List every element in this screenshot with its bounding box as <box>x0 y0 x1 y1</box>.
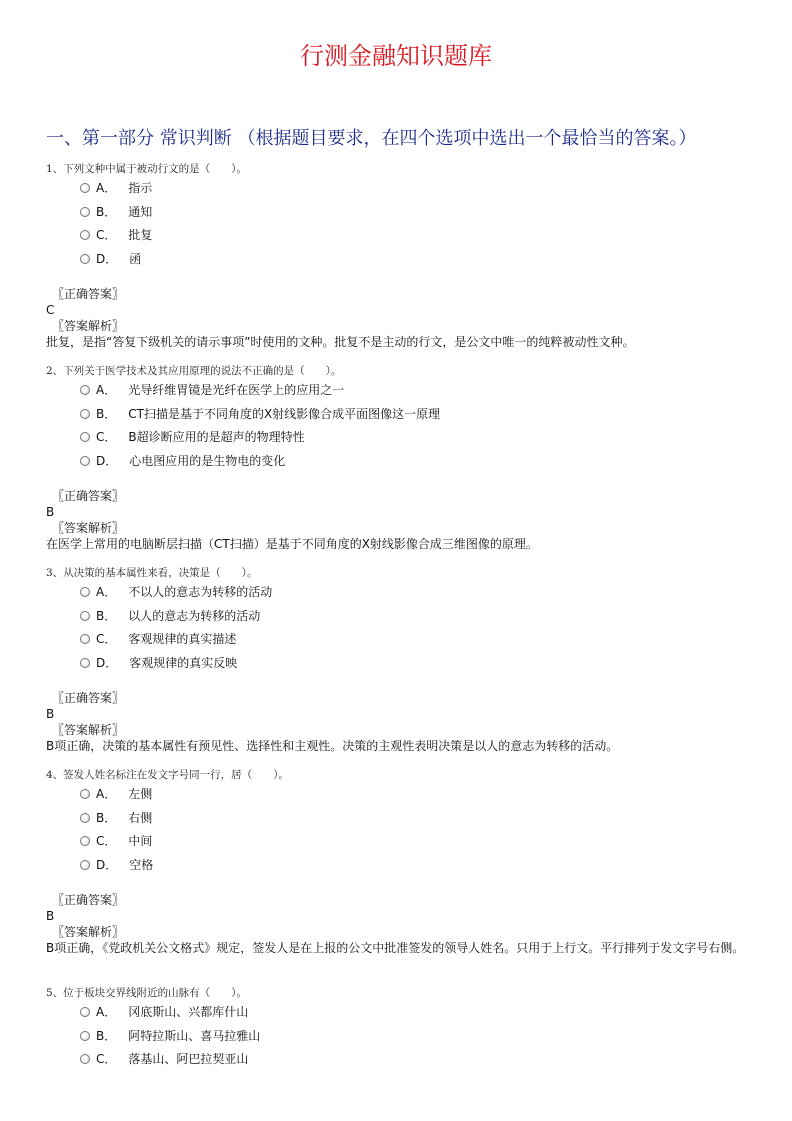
radio-icon[interactable] <box>80 432 90 442</box>
radio-icon[interactable] <box>80 658 90 668</box>
option-d[interactable]: D． 心电图应用的是生物电的变化 <box>46 450 766 474</box>
option-a[interactable]: A． 光导纤维胃镜是光纤在医学上的应用之一 <box>46 379 766 403</box>
correct-answer: B <box>46 909 55 923</box>
correct-answer: B <box>46 707 55 721</box>
radio-icon[interactable] <box>80 183 90 193</box>
question-text: 3、从决策的基本属性来看，决策是（ ）。 <box>46 567 258 579</box>
analysis-text: 在医学上常用的电脑断层扫描（CT扫描）是基于不同角度的X射线影像合成三维图像的原理。 <box>46 537 538 551</box>
analysis-label: 〖答案解析〗 <box>52 723 125 737</box>
radio-icon[interactable] <box>80 230 90 240</box>
option-b[interactable]: B． CT扫描是基于不同角度的X射线影像合成平面图像这一原理 <box>46 403 766 427</box>
analysis-text: 批复，是指“答复下级机关的请示事项”时使用的文种。批复不是主动的行文，是公文中唯一的纯粹被动性文种。 <box>46 335 635 349</box>
option-a[interactable]: A． 指示 <box>46 177 766 201</box>
option-c[interactable]: C． B超诊断应用的是超声的物理特性 <box>46 426 766 450</box>
analysis-text: B项正确，《党政机关公文格式》规定，签发人是在上报的公文中批准签发的领导人姓名。只用于上行文。平行排列于发文字号右侧。 <box>46 941 745 955</box>
question-text: 4、签发人姓名标注在发文字号同一行，居（ ）。 <box>46 769 289 781</box>
question-5 <box>46 985 766 1072</box>
correct-answer-label: 〖正确答案〗 <box>52 489 125 503</box>
radio-icon[interactable] <box>80 207 90 217</box>
option-b[interactable]: B． 阿特拉斯山、喜马拉雅山 <box>46 1025 766 1049</box>
radio-icon[interactable] <box>80 860 90 870</box>
option-c[interactable]: C． 客观规律的真实描述 <box>46 628 766 652</box>
question-text: 2、下列关于医学技术及其应用原理的说法不正确的是（ ）。 <box>46 365 342 377</box>
question-text: 5、位于板块交界线附近的山脉有（ ）。 <box>46 987 247 999</box>
question-3 <box>46 565 766 754</box>
option-a[interactable]: A． 冈底斯山、兴都库什山 <box>46 1001 766 1025</box>
option-b[interactable]: B． 右侧 <box>46 807 766 831</box>
correct-answer-label: 〖正确答案〗 <box>52 287 125 301</box>
radio-icon[interactable] <box>80 1031 90 1041</box>
radio-icon[interactable] <box>80 611 90 621</box>
analysis-text: B项正确，决策的基本属性有预见性、选择性和主观性。决策的主观性表明决策是以人的意志为转移的活动。 <box>46 739 619 753</box>
radio-icon[interactable] <box>80 813 90 823</box>
radio-icon[interactable] <box>80 1054 90 1064</box>
document-title: 行测金融知识题库 <box>300 42 492 70</box>
option-a[interactable]: A． 左侧 <box>46 783 766 807</box>
question-text: 1、下列文种中属于被动行文的是（ ）。 <box>46 163 247 175</box>
correct-answer: C <box>46 303 55 317</box>
correct-answer-label: 〖正确答案〗 <box>52 893 125 907</box>
analysis-label: 〖答案解析〗 <box>52 925 125 939</box>
option-d[interactable]: D． 空格 <box>46 854 766 878</box>
radio-icon[interactable] <box>80 836 90 846</box>
radio-icon[interactable] <box>80 254 90 264</box>
option-c[interactable]: C． 批复 <box>46 224 766 248</box>
radio-icon[interactable] <box>80 789 90 799</box>
radio-icon[interactable] <box>80 634 90 644</box>
correct-answer: B <box>46 505 55 519</box>
question-2 <box>46 363 766 552</box>
option-c[interactable]: C． 落基山、阿巴拉契亚山 <box>46 1048 766 1072</box>
option-b[interactable]: B． 通知 <box>46 201 766 225</box>
analysis-label: 〖答案解析〗 <box>52 319 125 333</box>
option-c[interactable]: C． 中间 <box>46 830 766 854</box>
radio-icon[interactable] <box>80 587 90 597</box>
question-4 <box>46 767 766 956</box>
radio-icon[interactable] <box>80 456 90 466</box>
correct-answer-label: 〖正确答案〗 <box>52 691 125 705</box>
option-a[interactable]: A． 不以人的意志为转移的活动 <box>46 581 766 605</box>
radio-icon[interactable] <box>80 409 90 419</box>
radio-icon[interactable] <box>80 385 90 395</box>
option-d[interactable]: D． 客观规律的真实反映 <box>46 652 766 676</box>
option-b[interactable]: B． 以人的意志为转移的活动 <box>46 605 766 629</box>
option-d[interactable]: D． 函 <box>46 248 766 272</box>
analysis-label: 〖答案解析〗 <box>52 521 125 535</box>
question-1 <box>46 161 766 350</box>
radio-icon[interactable] <box>80 1007 90 1017</box>
section-heading: 一、第一部分 常识判断 （根据题目要求，在四个选项中选出一个最恰当的答案。） <box>46 128 697 149</box>
